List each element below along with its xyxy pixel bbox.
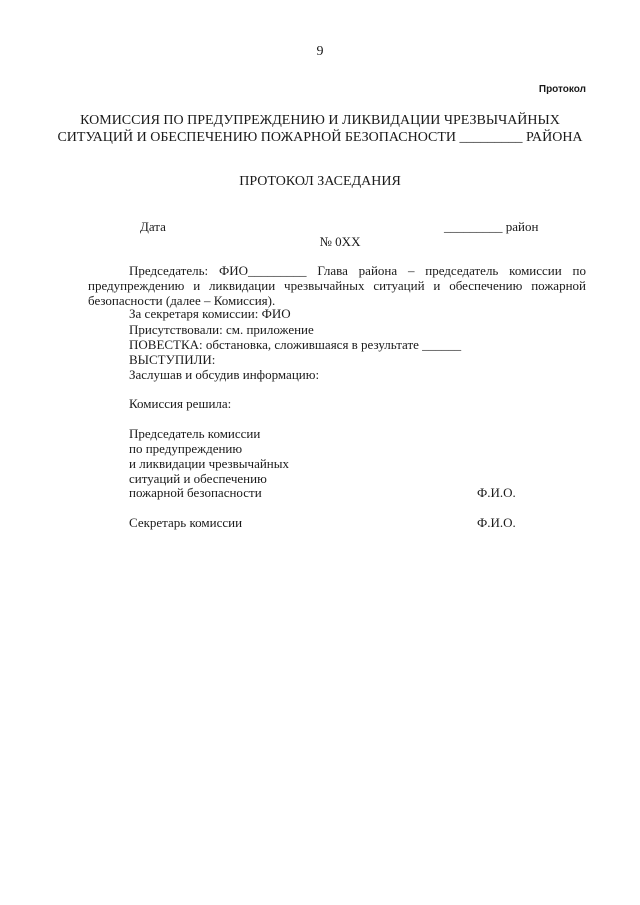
document-type-label: Протокол xyxy=(538,84,586,95)
chair-signature-title-line: пожарной безопасности xyxy=(129,485,262,500)
commission-header-line-1: КОМИССИЯ ПО ПРЕДУПРЕЖДЕНИЮ И ЛИКВИДАЦИИ ЧРЕЗВЫЧАЙНЫХ xyxy=(80,113,560,128)
chair-signature-name: Ф.И.О. xyxy=(477,485,516,500)
speakers-line: ВЫСТУПИЛИ: xyxy=(129,352,216,367)
chair-signature-title-line: ситуаций и обеспечению xyxy=(129,471,267,486)
agenda-line: ПОВЕСТКА: обстановка, сложившаяся в результате ______ xyxy=(129,337,462,352)
document-title: ПРОТОКОЛ ЗАСЕДАНИЯ xyxy=(239,174,401,189)
secretary-line: За секретаря комиссии: ФИО xyxy=(129,306,291,321)
attendees-line: Присутствовали: см. приложение xyxy=(129,322,314,337)
chair-signature-title-line: и ликвидации чрезвычайных xyxy=(129,456,289,471)
secretary-signature-label: Секретарь комиссии xyxy=(129,515,243,530)
chair-paragraph: Председатель: ФИО_________ Глава района – председатель комиссии по предупреждению и ликвидации чрезвычайных ситуаций и обеспечению пожарной безопасности (далее – Комиссия). xyxy=(88,263,586,308)
date-label: Дата xyxy=(140,219,166,234)
page-number: 9 xyxy=(316,44,324,59)
district-label: _________ район xyxy=(444,219,539,234)
chair-signature-title-line: Председатель комиссии xyxy=(129,426,261,441)
chair-signature-title-line: по предупреждению xyxy=(129,441,243,456)
protocol-number: № 0ХХ xyxy=(319,234,361,249)
heard-line: Заслушав и обсудив информацию: xyxy=(129,367,320,382)
secretary-signature-name: Ф.И.О. xyxy=(477,515,516,530)
decision-line: Комиссия решила: xyxy=(129,396,232,411)
commission-header-line-2: СИТУАЦИЙ И ОБЕСПЕЧЕНИЮ ПОЖАРНОЙ БЕЗОПАСНОСТИ _________ РАЙОНА xyxy=(57,130,583,145)
